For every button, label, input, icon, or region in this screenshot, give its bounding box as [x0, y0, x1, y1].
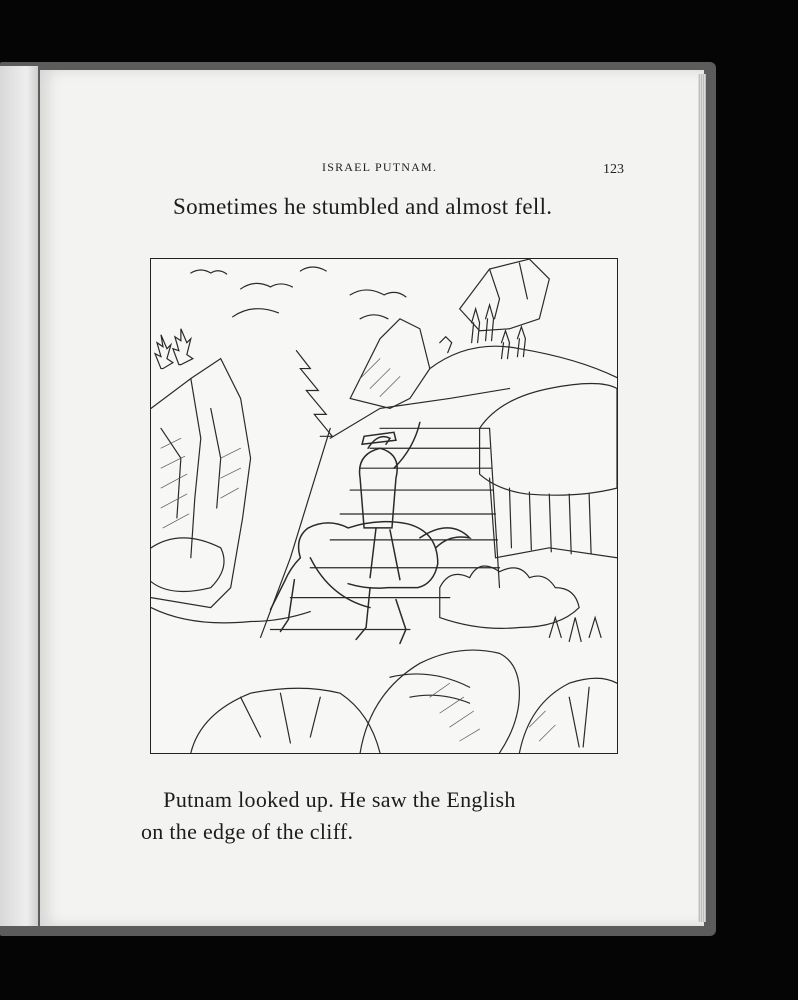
- story-line-1: Putnam looked up. He saw the English: [141, 787, 516, 812]
- story-text: [141, 784, 641, 848]
- story-line-2: on the edge of the cliff.: [141, 819, 354, 844]
- upper-cliff: [330, 259, 617, 438]
- page-edge: [698, 74, 706, 922]
- pine-trees: [155, 329, 332, 437]
- hatching: [161, 359, 555, 741]
- illustration-putnam-on-horseback: [150, 258, 618, 754]
- right-rock: [480, 384, 617, 558]
- engraving: [151, 259, 617, 753]
- illustration-caption: Sometimes he stumbled and almost fell.: [173, 194, 553, 219]
- english-soldiers: [440, 305, 526, 359]
- left-cliff: [151, 359, 251, 608]
- foreground-boulders: [191, 650, 617, 753]
- page-number: 123: [603, 162, 624, 177]
- running-head: ISRAEL PUTNAM.: [322, 160, 438, 174]
- clouds: [191, 267, 406, 319]
- left-page: [0, 66, 38, 926]
